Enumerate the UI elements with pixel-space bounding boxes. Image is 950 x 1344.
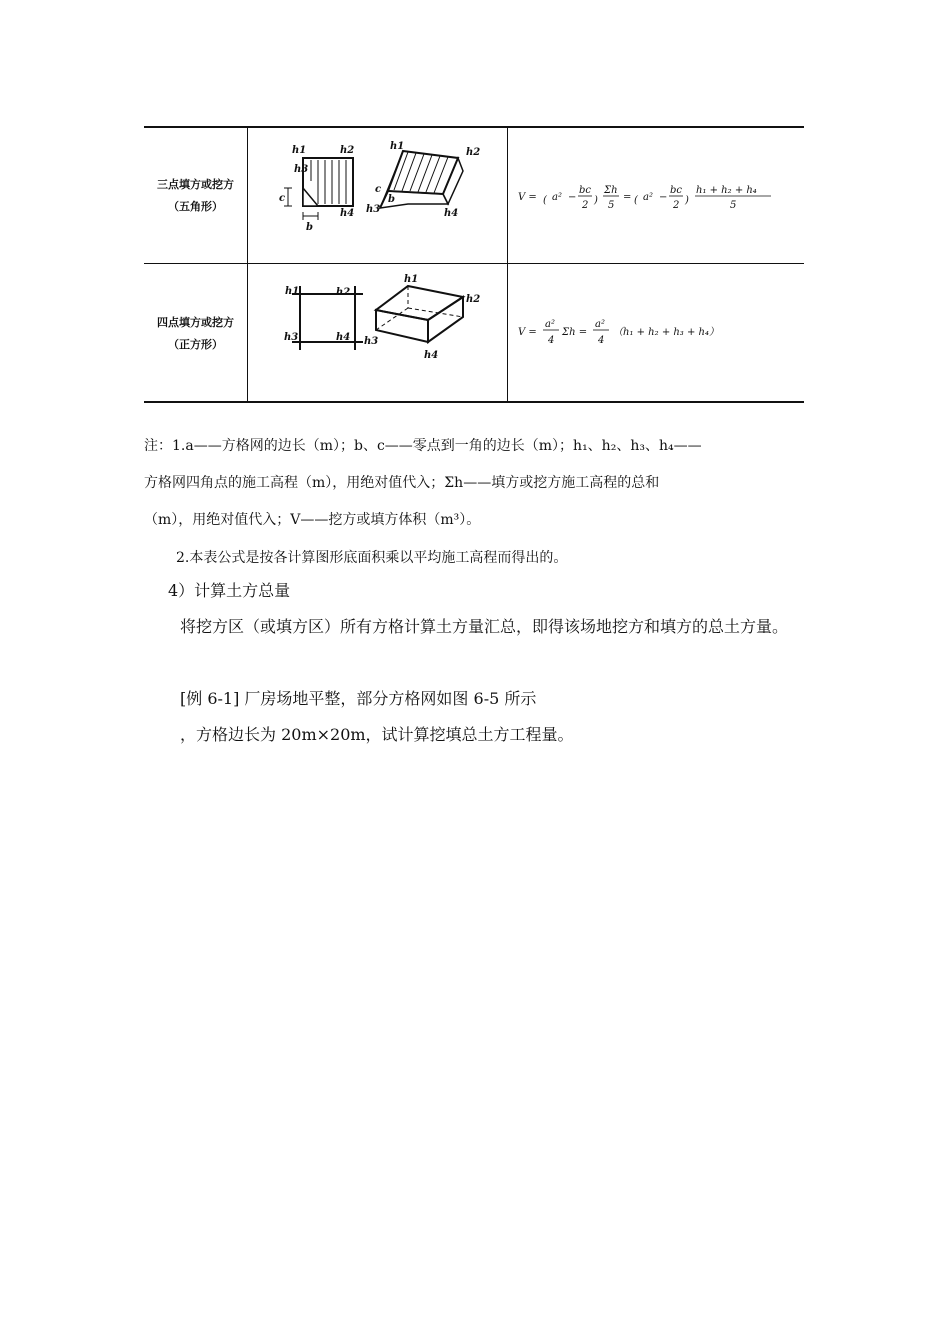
table-bottom-rule bbox=[144, 401, 804, 403]
pentagon-diagram-svg bbox=[248, 136, 507, 256]
row1-formula-bc: bc bbox=[579, 185, 592, 196]
row1-plan-b: b bbox=[306, 222, 313, 233]
row1-3d-h4: h4 bbox=[444, 208, 459, 219]
row1-formula-equals: = bbox=[623, 192, 632, 203]
row2-plan-h2: h2 bbox=[336, 287, 351, 298]
row1-formula-a2-2: a² bbox=[643, 192, 653, 203]
table-top-rule bbox=[144, 126, 804, 128]
row1-formula-a2: a² bbox=[552, 192, 562, 203]
row2-formula-svg bbox=[516, 296, 801, 366]
row2-formula-sigma: Σh = bbox=[562, 327, 588, 338]
row1-3d-c: c bbox=[375, 184, 382, 195]
row1-plan-h3: h3 bbox=[294, 164, 309, 175]
row1-plan-c: c bbox=[279, 193, 286, 204]
row1-formula-five: 5 bbox=[608, 200, 615, 211]
row2-formula-lhs: V = bbox=[518, 327, 537, 338]
row1-plan-h4: h4 bbox=[340, 208, 355, 219]
row2-plan-h4: h4 bbox=[336, 332, 351, 343]
note-line-3: （m），用绝对值代入；V——挖方或填方体积（m³）。 bbox=[144, 512, 481, 528]
square-diagram-svg bbox=[248, 272, 507, 397]
note-line-1: 注：1.a——方格网的边长（m）；b、c——零点到一角的边长（m）；h₁、h₂、h₃、h₄—— bbox=[144, 438, 702, 454]
svg-text:): ) bbox=[594, 195, 598, 206]
row2-plan-h3: h3 bbox=[284, 332, 299, 343]
section-heading: 4）计算土方总量 bbox=[168, 581, 291, 600]
row1-formula-two: 2 bbox=[582, 200, 589, 211]
row2-label-line2: （正方形） bbox=[168, 338, 223, 351]
row1-formula-minus-2: − bbox=[659, 192, 668, 203]
row1-3d-b: b bbox=[388, 194, 395, 205]
svg-text:(: ( bbox=[634, 195, 638, 206]
example-line-1: [例 6-1] 厂房场地平整，部分方格网如图 6-5 所示 bbox=[180, 689, 537, 708]
row2-plan-h1: h1 bbox=[285, 286, 300, 297]
row2-formula-four: 4 bbox=[548, 335, 555, 346]
row1-pentagon-diagram bbox=[248, 136, 507, 256]
row1-plan-h2: h2 bbox=[340, 145, 355, 156]
row1-3d-h1: h1 bbox=[390, 141, 405, 152]
row2-formula-a2: a² bbox=[545, 319, 555, 330]
row2-formula bbox=[516, 296, 801, 366]
example-line-2: ，方格边长为 20m×20m，试计算挖填总土方工程量。 bbox=[180, 725, 574, 744]
row1-formula-svg bbox=[516, 161, 801, 231]
svg-text:): ) bbox=[685, 195, 689, 206]
row2-3d-h4: h4 bbox=[424, 350, 439, 361]
row2-square-diagram bbox=[248, 272, 507, 397]
row1-label-line2: （五角形） bbox=[168, 200, 223, 213]
row2-3d-h2: h2 bbox=[466, 294, 481, 305]
row1-plan-h1: h1 bbox=[292, 145, 307, 156]
formula-table bbox=[144, 126, 804, 402]
row2-3d-h1: h1 bbox=[404, 274, 419, 285]
row1-3d-h3: h3 bbox=[366, 204, 381, 215]
row1-formula-minus: − bbox=[568, 192, 577, 203]
row1-label-line1: 三点填方或挖方 bbox=[157, 178, 234, 191]
row2-label bbox=[144, 312, 247, 356]
table-column-divider bbox=[507, 126, 508, 402]
row2-3d-h3: h3 bbox=[364, 336, 379, 347]
row1-formula-bc-2: bc bbox=[670, 185, 683, 196]
row1-formula-two-2: 2 bbox=[673, 200, 680, 211]
row1-3d-h2: h2 bbox=[466, 147, 481, 158]
row1-label bbox=[144, 174, 247, 218]
row1-formula bbox=[516, 161, 801, 231]
row1-formula-sum: h₁ + h₂ + h₄ bbox=[696, 185, 757, 196]
table-note bbox=[144, 428, 806, 539]
note-line-2: 方格网四角点的施工高程（m），用绝对值代入；Σh——填方或挖方施工高程的总和 bbox=[144, 475, 660, 491]
note-line-4: 2.本表公式是按各计算图形底面积乘以平均施工高程而得出的。 bbox=[176, 550, 568, 566]
row2-formula-sum: （h₁ + h₂ + h₃ + h₄） bbox=[613, 327, 720, 338]
table-mid-rule bbox=[144, 263, 804, 264]
row2-formula-four-2: 4 bbox=[598, 335, 605, 346]
row1-formula-lhs: V = bbox=[518, 192, 537, 203]
row1-formula-sigma: Σh bbox=[604, 185, 618, 196]
row2-formula-a2-2: a² bbox=[595, 319, 605, 330]
body-paragraph: 将挖方区（或填方区）所有方格计算土方量汇总，即得该场地挖方和填方的总土方量。 bbox=[180, 617, 789, 636]
svg-text:(: ( bbox=[543, 195, 547, 206]
row1-formula-sum-den: 5 bbox=[730, 200, 737, 211]
row2-label-line1: 四点填方或挖方 bbox=[157, 316, 234, 329]
